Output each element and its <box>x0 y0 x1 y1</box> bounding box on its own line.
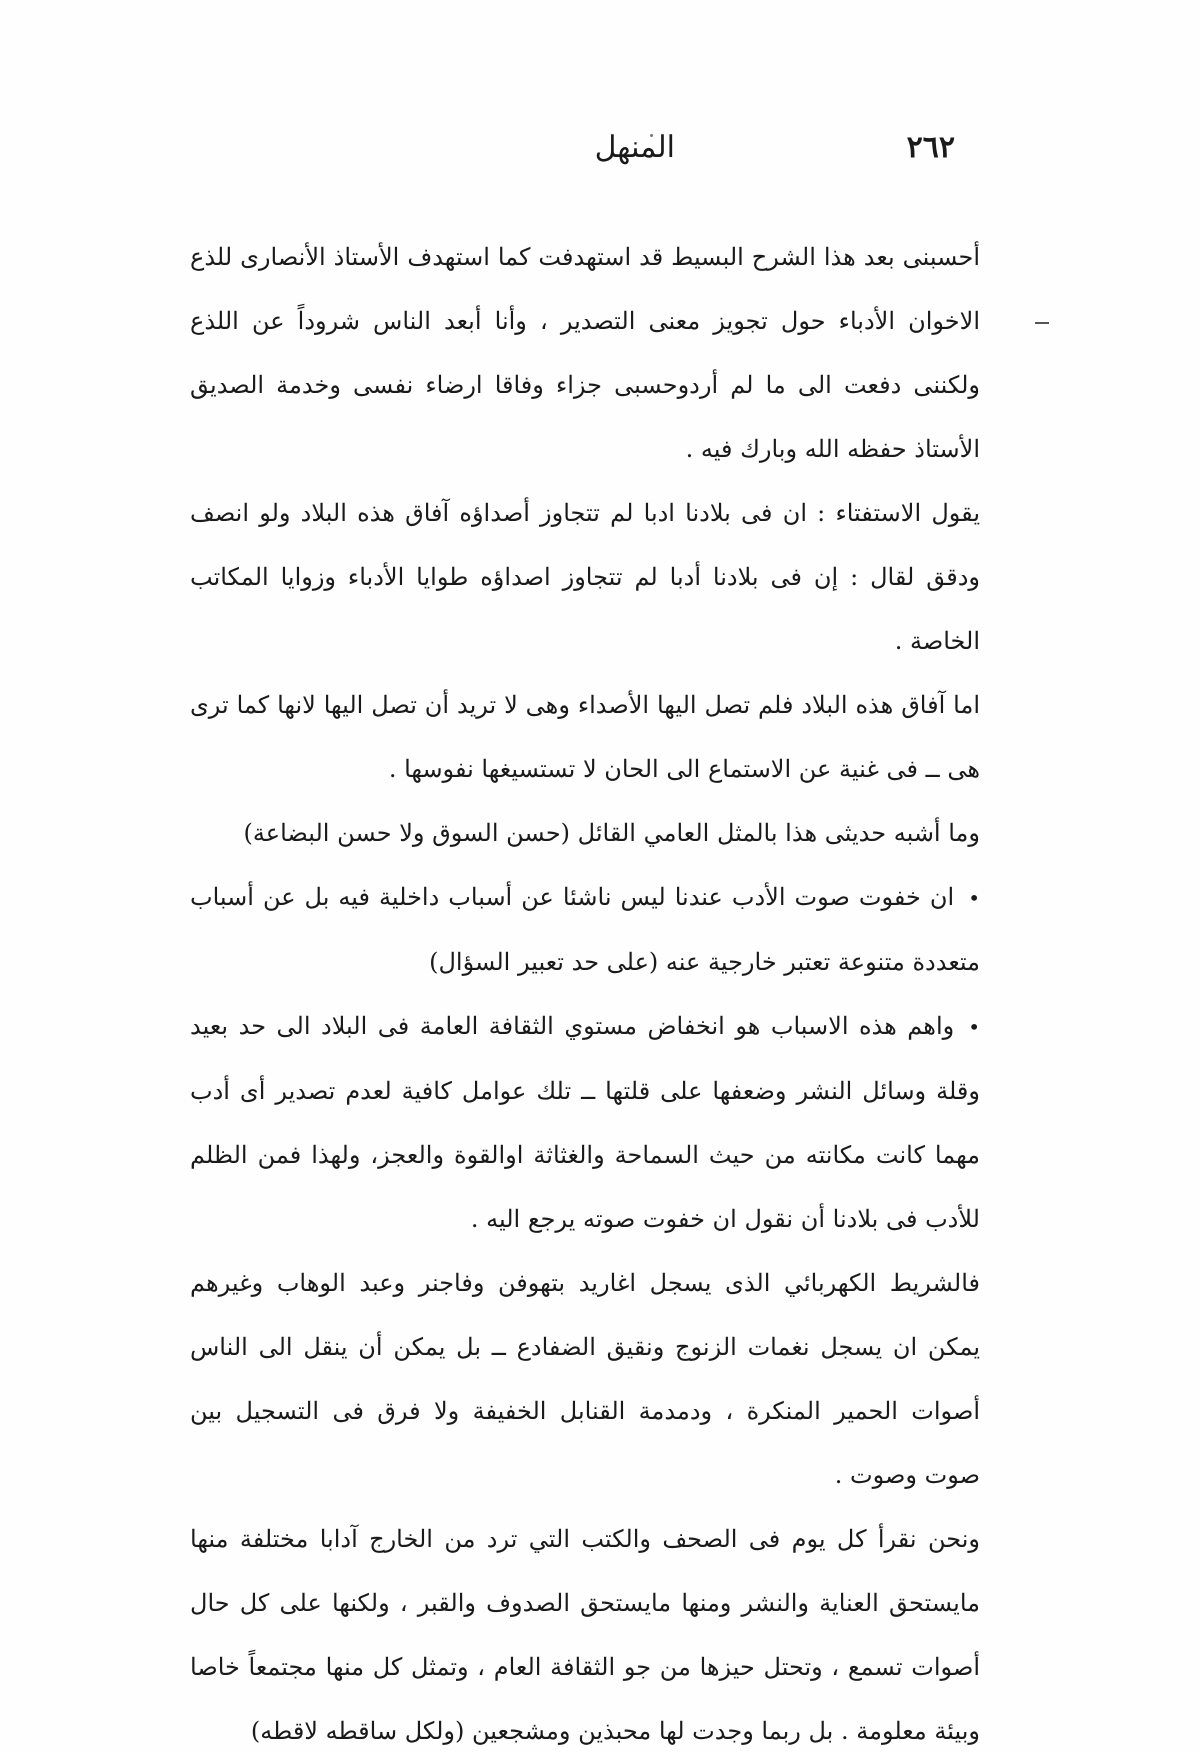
bullet-icon: • <box>968 886 980 910</box>
margin-mark <box>1035 322 1049 324</box>
article-body <box>190 225 980 1763</box>
paragraph-electric-tape: فالشريط الكهربائي الذى يسجل اغاريد بتهوفن وفاجنر وعبد الوهاب وغيرهم يمكن ان يسجل نغمات الزنوج ونقيق الضفادع ــ بل يمكن أن ينقل الى الناس أصوات الحمير المنكرة ، ودمدمة القنابل الخفيفة ولا فرق فى التسجيل بين صوت وصوت . <box>190 1269 980 1489</box>
paragraph-bullet-culture <box>190 994 980 1251</box>
bullet-text: ان خفوت صوت الأدب عندنا ليس ناشئا عن أسباب داخلية فيه بل عن أسباب متعددة متنوعة تعتبر خارجية عنه (على حد تعبير السؤال) <box>190 883 980 976</box>
page-header <box>195 130 975 180</box>
paragraph-proverb: وما أشبه حديثى هذا بالمثل العامي القائل (حسن السوق ولا حسن البضاعة) <box>243 819 980 847</box>
bullet-icon: • <box>968 1015 980 1039</box>
paragraph-horizons: اما آفاق هذه البلاد فلم تصل اليها الأصداء وهى لا تريد أن تصل اليها لانها كما ترى هى ــ فى غنية عن الاستماع الى الحان لا تستسيغها نفوسها . <box>190 691 980 783</box>
paragraph-bullet-causes <box>190 865 980 994</box>
running-title: المنهل <box>594 130 675 165</box>
bullet-text: واهم هذه الاسباب هو انخفاض مستوي الثقافة العامة فى البلاد الى حد بعيد وقلة وسائل النشر وضعفها على قلتها ــ تلك عوامل كافية لعدم تصدير أى أدب مهما كانت مكانته من حيث السماحة والغثاثة اوالقوة والعجز، ولهذا فمن الظلم للأدب فى بلادنا أن نقول ان خفوت صوته يرجع اليه . <box>190 1012 980 1233</box>
paragraph-survey-quote: يقول الاستفتاء : ان فى بلادنا ادبا لم تتجاوز أصداؤه آفاق هذه البلاد ولو انصف ودقق لقال : إن فى بلادنا أدبا لم تتجاوز اصداؤه طوايا الأدباء وزوايا المكاتب الخاصة . <box>190 499 980 655</box>
page-number: ٢٦٢ <box>906 130 955 165</box>
paragraph-intro: أحسبنى بعد هذا الشرح البسيط قد استهدفت كما استهدف الأستاذ الأنصارى للذع الاخوان الأدباء حول تجويز معنى التصدير ، وأنا أبعد الناس شروداً عن اللذع ولكننى دفعت الى ما لم أردوحسبى جزاء وفاقا ارضاء نفسى وخدمة الصديق الأستاذ حفظه الله وبارك فيه . <box>190 243 980 463</box>
paragraph-daily-reading: ونحن نقرأ كل يوم فى الصحف والكتب التي ترد من الخارج آدابا مختلفة منها مايستحق العناية والنشر ومنها مايستحق الصدوف والقبر ، ولكنها على كل حال أصوات تسمع ، وتحتل حيزها من جو الثقافة العام ، وتمثل كل منها مجتمعاً خاصا وبيئة معلومة . بل ربما وجدت لها محبذين ومشجعين (ولكل ساقطه لاقطه) <box>190 1525 980 1745</box>
